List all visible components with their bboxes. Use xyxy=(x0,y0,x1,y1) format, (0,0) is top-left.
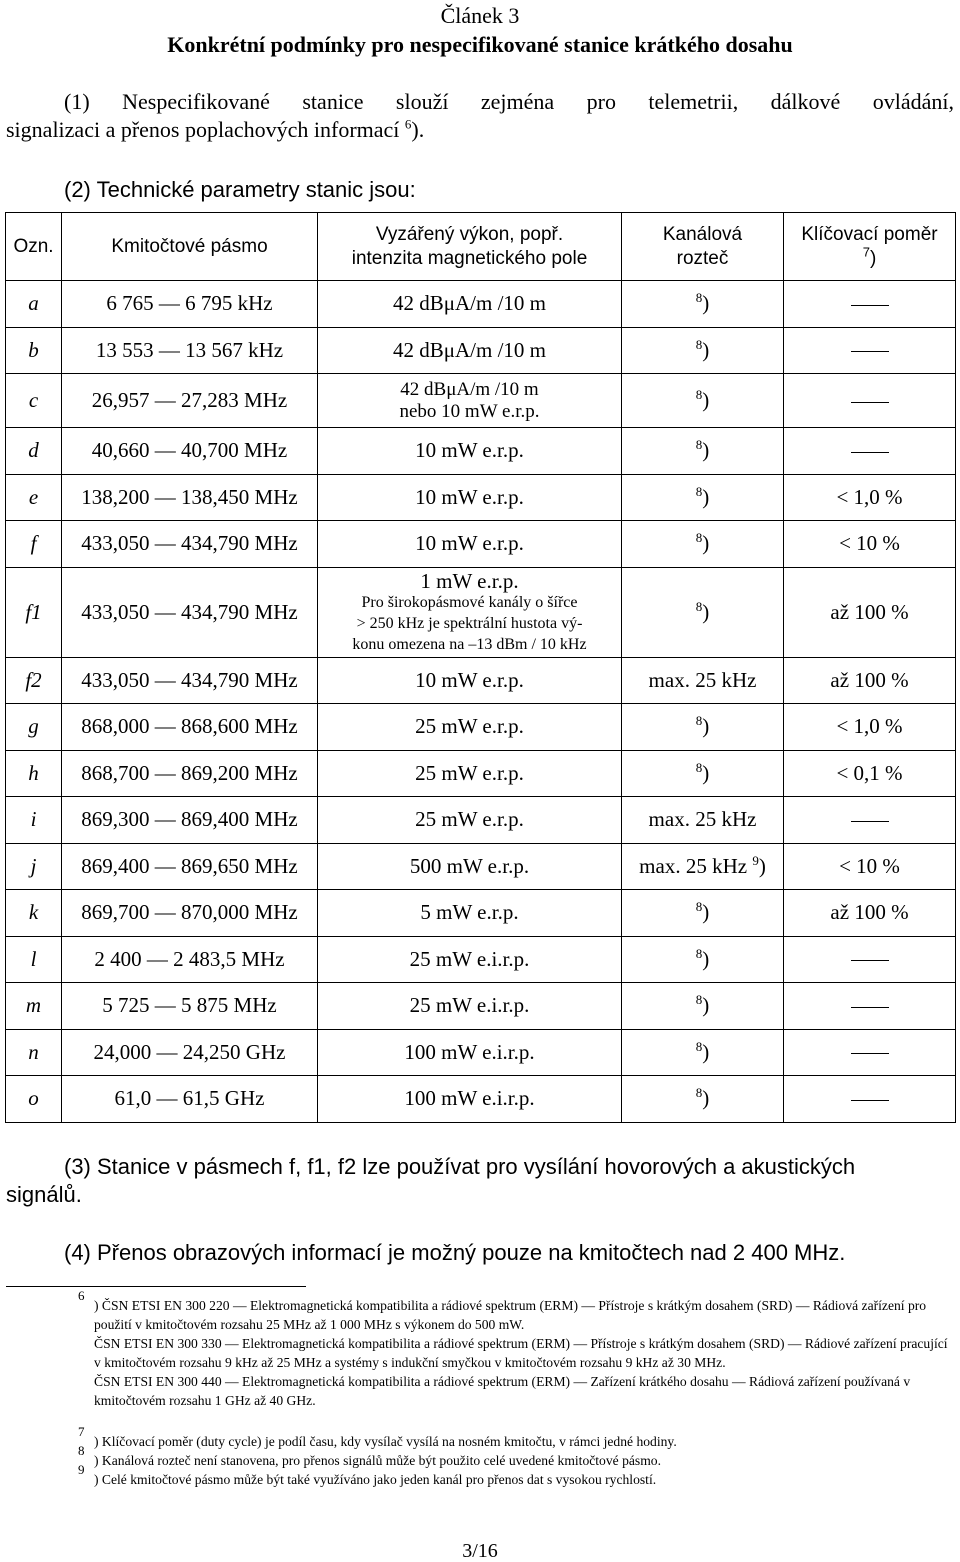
dash-mark xyxy=(851,402,889,403)
frequency-band: 2 400 — 2 483,5 MHz xyxy=(62,936,318,983)
paragraph-3-line-1: (3) Stanice v pásmech f, f1, f2 lze používat pro vysílání hovorových a akustických xyxy=(64,1154,856,1179)
frequency-band: 869,300 — 869,400 MHz xyxy=(62,797,318,844)
duty-cycle: < 10 % xyxy=(784,521,956,568)
footnote-7: 7 ) Klíčovací poměr (duty cycle) je podíl času, kdy vysílač vysílá na nosném kmitočtu, v rámci jedné hodiny. xyxy=(78,1424,677,1449)
row-label: l xyxy=(6,936,62,983)
frequency-band: 433,050 — 434,790 MHz xyxy=(62,567,318,657)
channel-spacing: $^8$) xyxy=(622,567,784,657)
dash-mark xyxy=(851,305,889,306)
parameters-table xyxy=(5,212,956,1123)
duty-cycle xyxy=(784,374,956,428)
duty-cycle xyxy=(784,1029,956,1076)
paragraph-1-line-1: (1) Nespecifikované stanice slouží zejména pro telemetrii, dálkové ovládání, xyxy=(64,89,954,114)
channel-spacing: $^8$) xyxy=(622,890,784,937)
frequency-band: 26,957 — 27,283 MHz xyxy=(62,374,318,428)
table-row xyxy=(6,567,956,657)
radiated-power: 100 mW e.i.r.p. xyxy=(318,1076,622,1123)
channel-spacing: $^8$) xyxy=(622,983,784,1030)
frequency-band: 40,660 — 40,700 MHz xyxy=(62,428,318,475)
radiated-power: 10 mW e.r.p. xyxy=(318,521,622,568)
radiated-power: 5 mW e.r.p. xyxy=(318,890,622,937)
table-row xyxy=(6,327,956,374)
frequency-band: 869,700 — 870,000 MHz xyxy=(62,890,318,937)
frequency-band: 433,050 — 434,790 MHz xyxy=(62,657,318,704)
footnote-9: 9 ) Celé kmitočtové pásmo může být také využíváno jako jeden kanál pro přenos dat s vysokou rychlostí. xyxy=(78,1462,657,1487)
row-label: n xyxy=(6,1029,62,1076)
frequency-band: 868,000 — 868,600 MHz xyxy=(62,704,318,751)
article-number: Článek 3 xyxy=(440,3,520,28)
table-row xyxy=(6,657,956,704)
row-label: e xyxy=(6,474,62,521)
radiated-power: 25 mW e.r.p. xyxy=(318,704,622,751)
dash-mark xyxy=(851,351,889,352)
radiated-power: 25 mW e.r.p. xyxy=(318,797,622,844)
duty-cycle: < 1,0 % xyxy=(784,474,956,521)
radiated-power: 10 mW e.r.p. xyxy=(318,474,622,521)
footnote-ref-6: 6 xyxy=(404,116,412,132)
dash-mark xyxy=(851,452,889,453)
table-row xyxy=(6,1076,956,1123)
paragraph-1-line-2: signalizaci a přenos poplachových informací $^6$). xyxy=(6,116,425,142)
frequency-band: 869,400 — 869,650 MHz xyxy=(62,843,318,890)
dash-mark xyxy=(851,1100,889,1101)
paragraph-3-line-2: signálů. xyxy=(6,1182,82,1207)
duty-cycle: < 0,1 % xyxy=(784,750,956,797)
table-row xyxy=(6,936,956,983)
radiated-power: 42 dBμA/m /10 m nebo 10 mW e.r.p. xyxy=(318,374,622,428)
row-label: d xyxy=(6,428,62,475)
page-number: 3/16 xyxy=(462,1540,498,1562)
radiated-power: 100 mW e.i.r.p. xyxy=(318,1029,622,1076)
frequency-band: 5 725 — 5 875 MHz xyxy=(62,983,318,1030)
duty-cycle: až 100 % xyxy=(784,567,956,657)
dash-mark xyxy=(851,1053,889,1054)
table-row xyxy=(6,521,956,568)
table-row xyxy=(6,428,956,475)
radiated-power: 42 dBμA/m /10 m xyxy=(318,281,622,328)
row-label: o xyxy=(6,1076,62,1123)
row-label: g xyxy=(6,704,62,751)
channel-spacing: max. 25 kHz $^9$) xyxy=(622,843,784,890)
frequency-band: 433,050 — 434,790 MHz xyxy=(62,521,318,568)
duty-cycle: až 100 % xyxy=(784,657,956,704)
row-label: a xyxy=(6,281,62,328)
radiated-power: 25 mW e.i.r.p. xyxy=(318,983,622,1030)
table-row xyxy=(6,1029,956,1076)
channel-spacing: $^8$) xyxy=(622,374,784,428)
header-ozn: Ozn. xyxy=(6,213,62,281)
channel-spacing: $^8$) xyxy=(622,1076,784,1123)
duty-cycle xyxy=(784,936,956,983)
duty-cycle: až 100 % xyxy=(784,890,956,937)
row-label: h xyxy=(6,750,62,797)
frequency-band: 868,700 — 869,200 MHz xyxy=(62,750,318,797)
row-label: f xyxy=(6,521,62,568)
table-row xyxy=(6,890,956,937)
channel-spacing: $^8$) xyxy=(622,1029,784,1076)
duty-cycle xyxy=(784,797,956,844)
channel-spacing: $^8$) xyxy=(622,281,784,328)
channel-spacing: max. 25 kHz xyxy=(622,797,784,844)
frequency-band: 24,000 — 24,250 GHz xyxy=(62,1029,318,1076)
channel-spacing: $^8$) xyxy=(622,327,784,374)
paragraph-2: (2) Technické parametry stanic jsou: xyxy=(64,177,416,202)
radiated-power: 25 mW e.r.p. xyxy=(318,750,622,797)
table-row xyxy=(6,474,956,521)
footnote-8: 8 ) Kanálová rozteč není stanovena, pro přenos signálů může být použito celé uvedené kmitočtové pásmo. xyxy=(78,1443,661,1468)
row-label: i xyxy=(6,797,62,844)
frequency-band: 13 553 — 13 567 kHz xyxy=(62,327,318,374)
duty-cycle xyxy=(784,983,956,1030)
row-label: k xyxy=(6,890,62,937)
duty-cycle: < 1,0 % xyxy=(784,704,956,751)
footnote-6: 6 ) ČSN ETSI EN 300 220 — Elektromagnetická kompatibilita a rádiové spektrum (ERM) — Přístroje s krátkým dosahem (SRD) — Rádiová zařízení pro použití v kmitočtovém rozsahu 25 MHz až 1 000 MHz s výkonem do 500 mW. ČSN ETSI EN 300 330 — Elektromagnetická kompatibilita a rádiové spektrum (ERM) — Přístroje s krátkým dosahem (SRD) — Rádiové zařízení pracující v kmitočtovém rozsahu 9 kHz až 25 MHz a systémy s indukční smyčkou v kmitočtovém rozsahu 9 kHz až 30 MHz. ČSN ETSI EN 300 440 — Elektromagnetická kompatibilita a rádiové spektrum (ERM) — Zařízení krátkého dosahu — Rádiová zařízení používaná v kmitočtovém rozsahu 1 GHz až 40 GHz. xyxy=(78,1288,948,1408)
duty-cycle xyxy=(784,327,956,374)
frequency-band: 6 765 — 6 795 kHz xyxy=(62,281,318,328)
radiated-power: 10 mW e.r.p. xyxy=(318,657,622,704)
duty-cycle xyxy=(784,281,956,328)
dash-mark xyxy=(851,960,889,961)
row-label: b xyxy=(6,327,62,374)
frequency-band: 61,0 — 61,5 GHz xyxy=(62,1076,318,1123)
radiated-power: 500 mW e.r.p. xyxy=(318,843,622,890)
duty-cycle xyxy=(784,428,956,475)
footnote-rule xyxy=(6,1286,306,1287)
row-label: m xyxy=(6,983,62,1030)
channel-spacing: $^8$) xyxy=(622,428,784,475)
header-duty-cycle: Klíčovací poměr $^7$) xyxy=(784,213,956,281)
channel-spacing: $^8$) xyxy=(622,750,784,797)
row-label: j xyxy=(6,843,62,890)
table-row xyxy=(6,750,956,797)
duty-cycle xyxy=(784,1076,956,1123)
channel-spacing: $^8$) xyxy=(622,521,784,568)
row-label: f1 xyxy=(6,567,62,657)
channel-spacing: $^8$) xyxy=(622,474,784,521)
header-spacing: Kanálová rozteč xyxy=(622,213,784,281)
dash-mark xyxy=(851,1007,889,1008)
frequency-band: 138,200 — 138,450 MHz xyxy=(62,474,318,521)
table-row xyxy=(6,797,956,844)
table-row xyxy=(6,374,956,428)
duty-cycle: < 10 % xyxy=(784,843,956,890)
table-row xyxy=(6,704,956,751)
radiated-power: 10 mW e.r.p. xyxy=(318,428,622,475)
row-label: c xyxy=(6,374,62,428)
channel-spacing: max. 25 kHz xyxy=(622,657,784,704)
radiated-power: 25 mW e.i.r.p. xyxy=(318,936,622,983)
dash-mark xyxy=(851,821,889,822)
header-power: Vyzářený výkon, popř. intenzita magnetického pole xyxy=(318,213,622,281)
table-row xyxy=(6,983,956,1030)
article-title: Konkrétní podmínky pro nespecifikované stanice krátkého dosahu xyxy=(167,32,793,57)
table-header-row xyxy=(6,213,956,281)
radiated-power: 42 dBμA/m /10 m xyxy=(318,327,622,374)
channel-spacing: $^8$) xyxy=(622,704,784,751)
table-row xyxy=(6,843,956,890)
row-label: f2 xyxy=(6,657,62,704)
channel-spacing: $^8$) xyxy=(622,936,784,983)
radiated-power: 1 mW e.r.p. Pro širokopásmové kanály o šířce > 250 kHz je spektrální hustota vý- konu omezena na –13 dBm / 10 kHz xyxy=(318,567,622,657)
table-row xyxy=(6,281,956,328)
header-band: Kmitočtové pásmo xyxy=(62,213,318,281)
paragraph-4: (4) Přenos obrazových informací je možný pouze na kmitočtech nad 2 400 MHz. xyxy=(64,1240,846,1265)
